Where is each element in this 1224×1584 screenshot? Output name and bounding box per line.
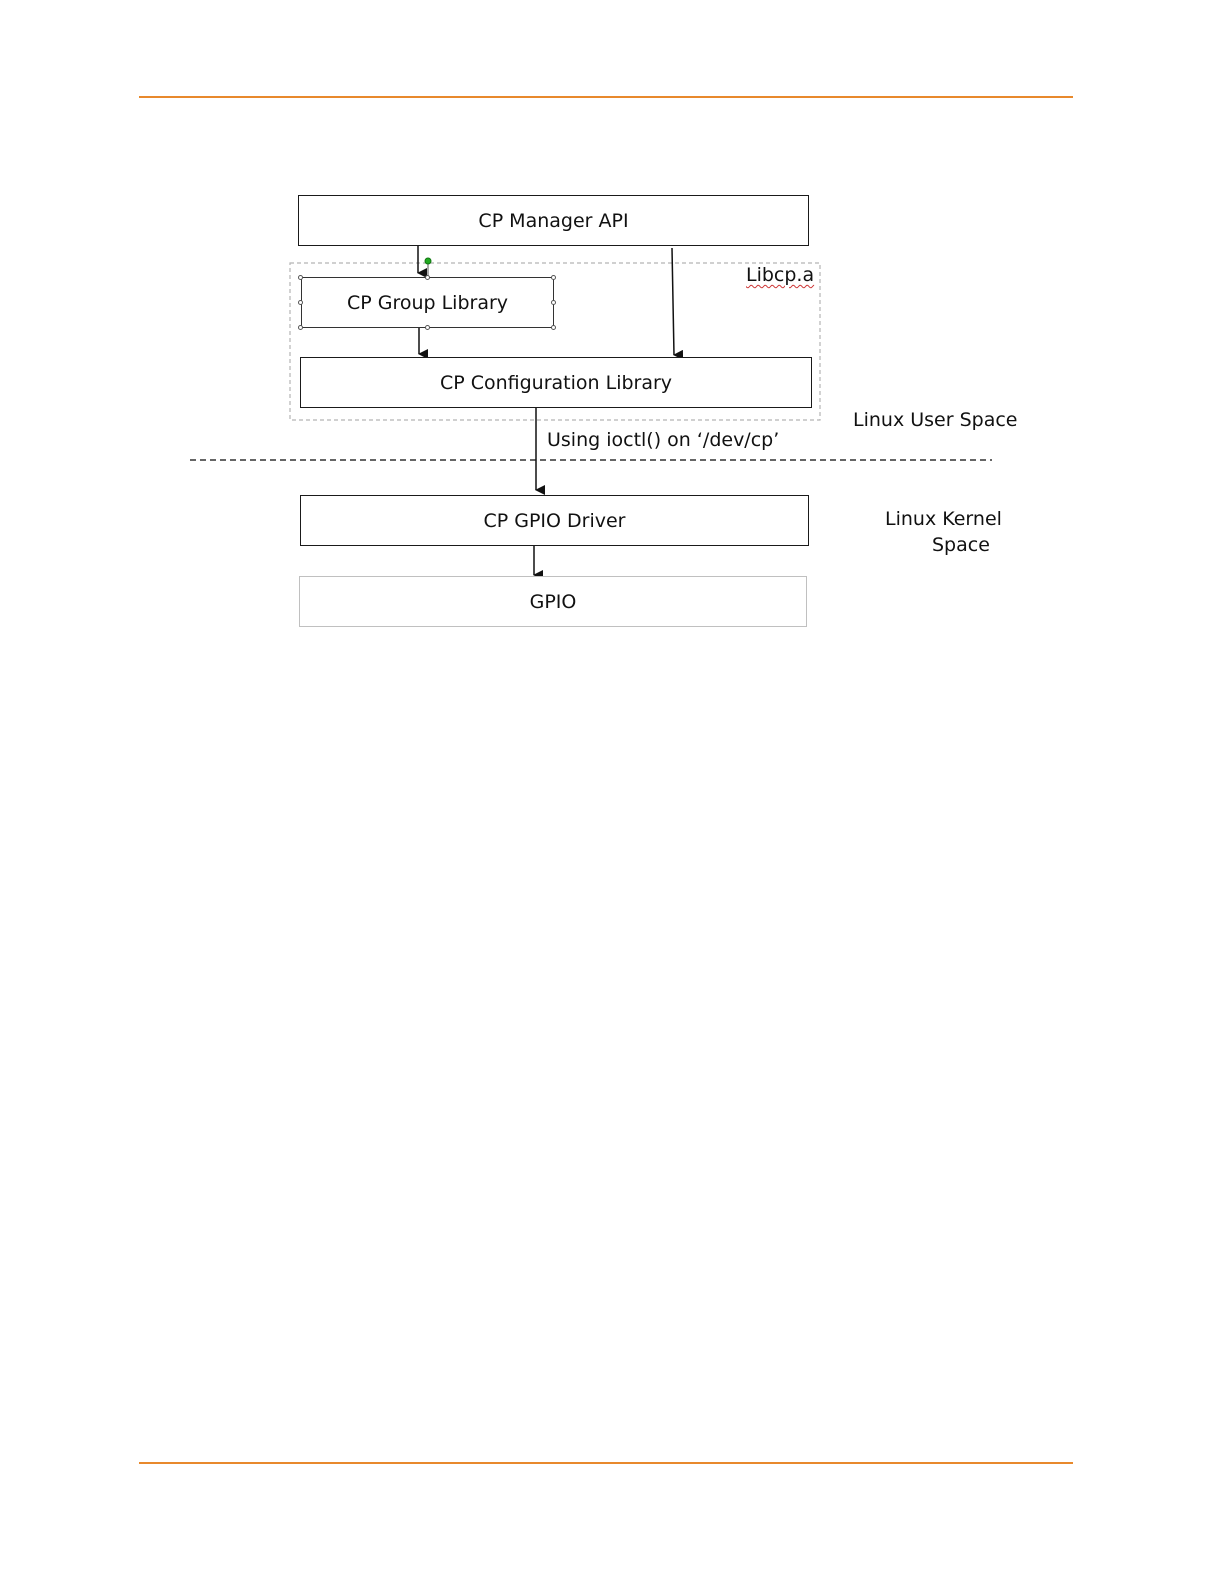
libcp-group-label: Libcp.a: [746, 264, 815, 286]
cp-gpio-driver-box: [300, 495, 809, 546]
cp-manager-api-box: [298, 195, 809, 246]
linux-user-space-label: Linux User Space: [853, 409, 1018, 431]
cp-manager-api-label: CP Manager API: [478, 209, 629, 232]
resize-handle-ml[interactable]: [298, 300, 303, 305]
linux-kernel-space-label-line1: Linux Kernel: [885, 508, 1002, 530]
arrow-manager-to-config: [672, 248, 674, 355]
resize-handle-mr[interactable]: [551, 300, 556, 305]
cp-group-library-label: CP Group Library: [346, 291, 509, 314]
cp-gpio-driver-label: CP GPIO Driver: [483, 509, 626, 532]
cp-configuration-library-label: CP Configuration Library: [439, 371, 673, 394]
resize-handle-bm[interactable]: [425, 325, 430, 330]
gpio-box: [299, 576, 807, 627]
gpio-label: GPIO: [529, 590, 577, 613]
cp-group-library-box[interactable]: [301, 277, 554, 328]
linux-kernel-space-label-line2: Space: [932, 534, 990, 556]
cp-configuration-library-box: [300, 357, 812, 408]
rotation-handle-dot: [425, 258, 431, 264]
ioctl-edge-label: Using ioctl() on ‘/dev/cp’: [547, 429, 780, 451]
resize-handle-tr[interactable]: [551, 275, 556, 280]
header-rule: [139, 96, 1073, 98]
resize-handle-tm[interactable]: [425, 275, 430, 280]
resize-handle-tl[interactable]: [298, 275, 303, 280]
resize-handle-br[interactable]: [551, 325, 556, 330]
footer-rule: [139, 1462, 1073, 1464]
resize-handle-bl[interactable]: [298, 325, 303, 330]
